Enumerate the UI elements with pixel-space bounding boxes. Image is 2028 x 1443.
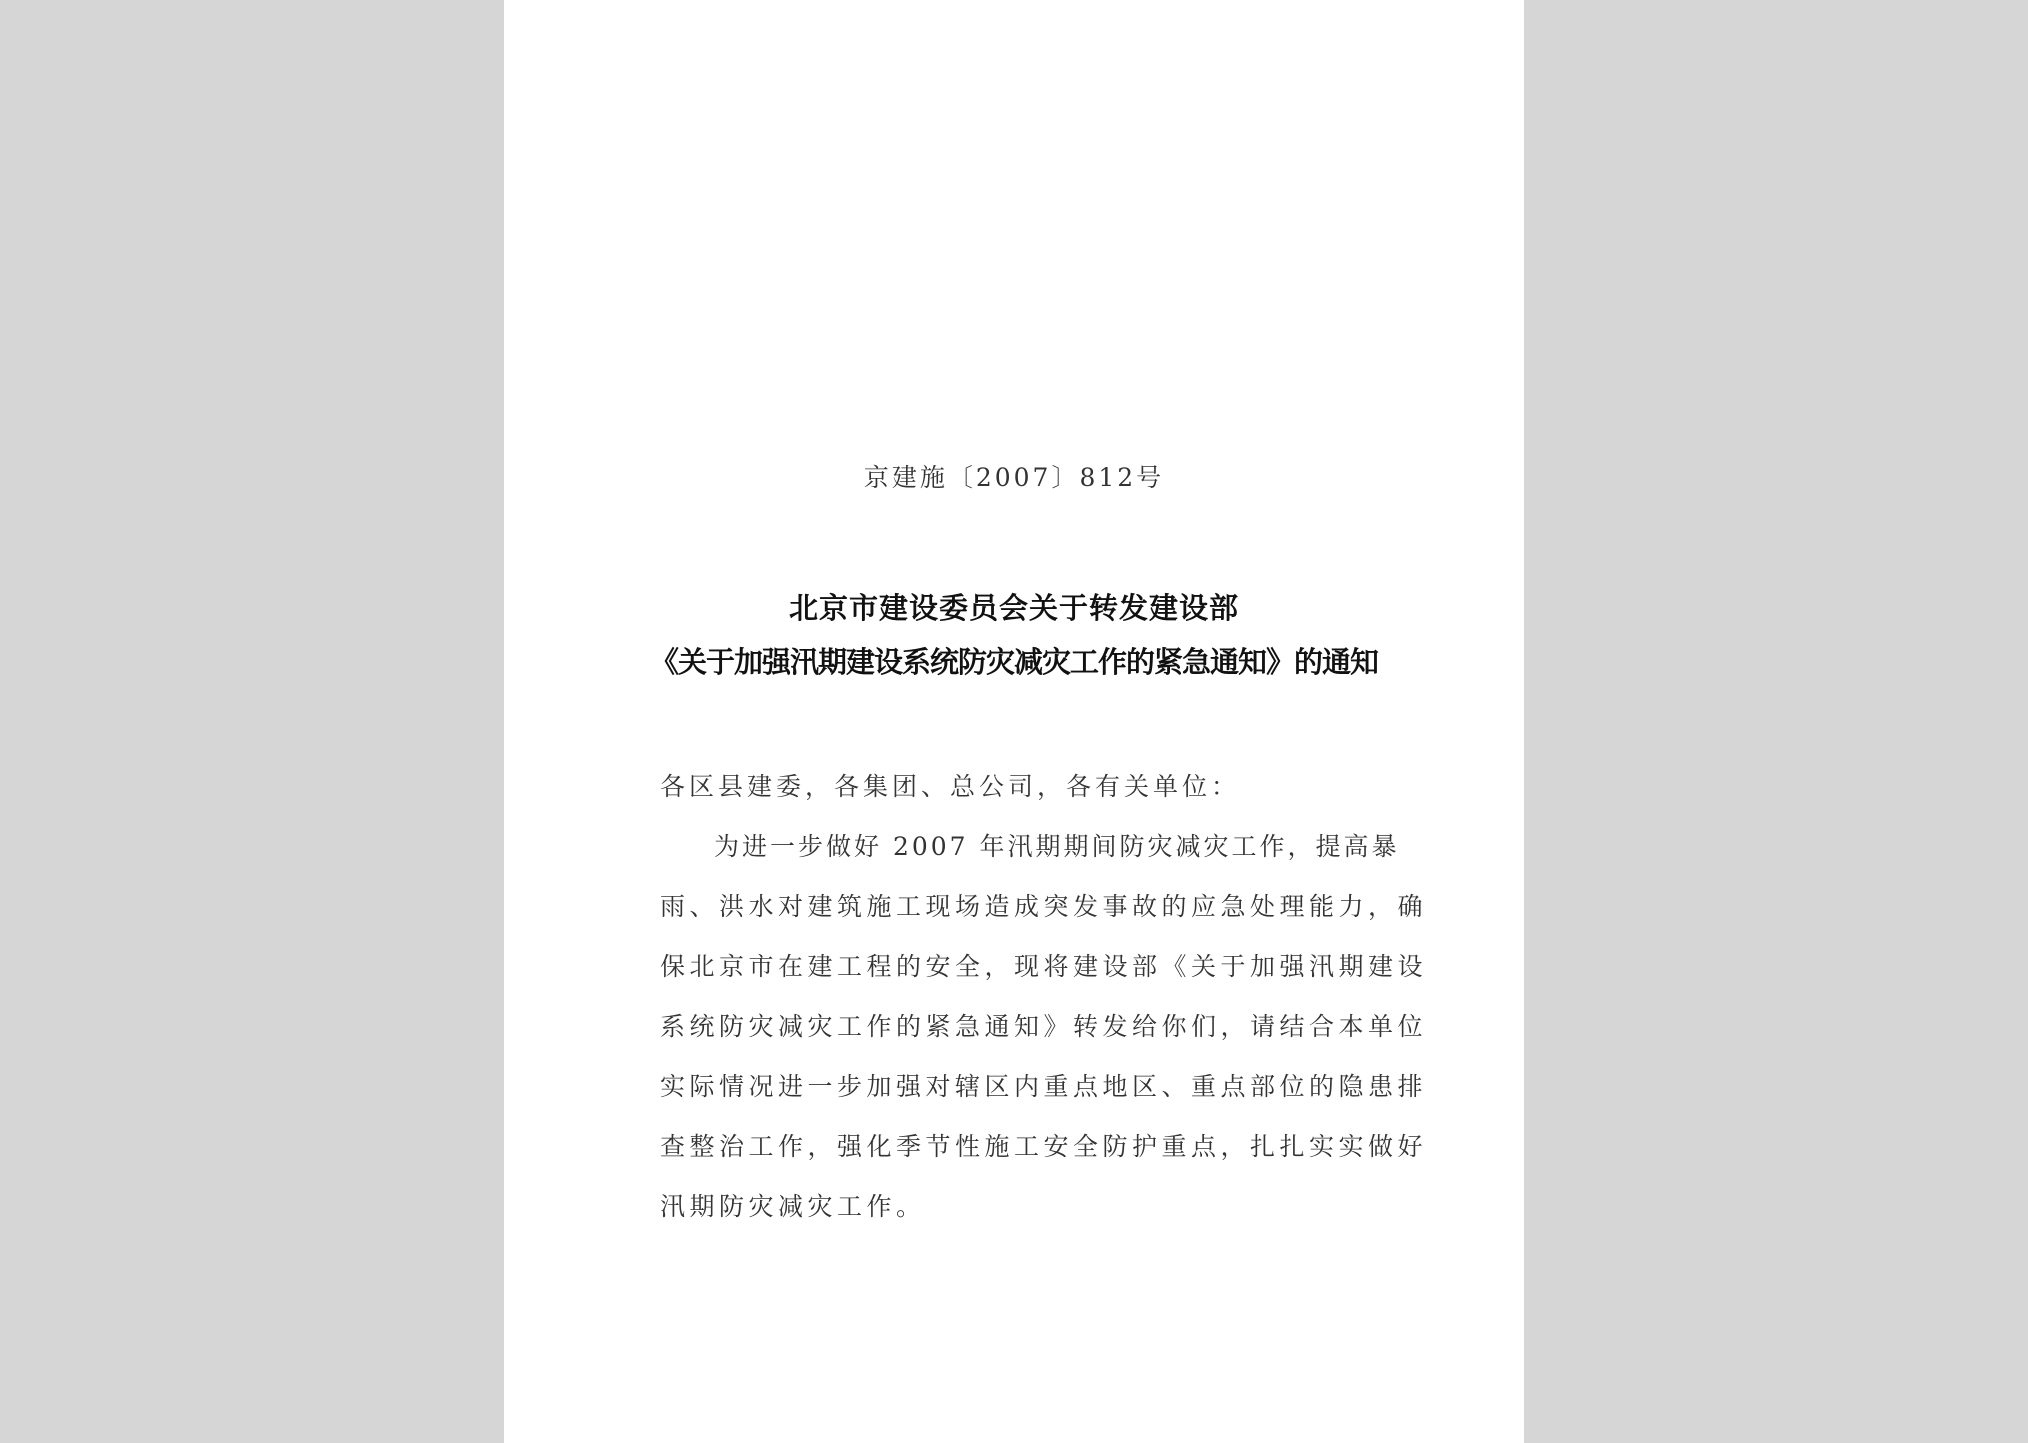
addressee-line: 各区县建委，各集团、总公司，各有关单位： <box>660 772 1241 801</box>
body-line-3: 保北京市在建工程的安全，现将建设部《关于加强汛期建设 <box>660 952 1428 981</box>
document-number: 京建施〔2007〕812号 <box>863 463 1165 492</box>
body-line-5: 实际情况进一步加强对辖区内重点地区、重点部位的隐患排 <box>660 1072 1428 1101</box>
body-line-6: 查整治工作，强化季节性施工安全防护重点，扎扎实实做好 <box>660 1132 1428 1161</box>
body-line-1: 为进一步做好 2007 年汛期期间防灾减灾工作，提高暴 <box>714 832 1400 861</box>
body-line-7: 汛期防灾减灾工作。 <box>660 1192 926 1221</box>
title-line-1: 北京市建设委员会关于转发建设部 <box>788 591 1239 625</box>
document-page <box>504 0 1524 1443</box>
body-line-2: 雨、洪水对建筑施工现场造成突发事故的应急处理能力，确 <box>660 892 1428 921</box>
title-line-2: 《关于加强汛期建设系统防灾减灾工作的紧急通知》的通知 <box>649 645 1378 679</box>
body-line-4: 系统防灾减灾工作的紧急通知》转发给你们，请结合本单位 <box>660 1012 1428 1041</box>
